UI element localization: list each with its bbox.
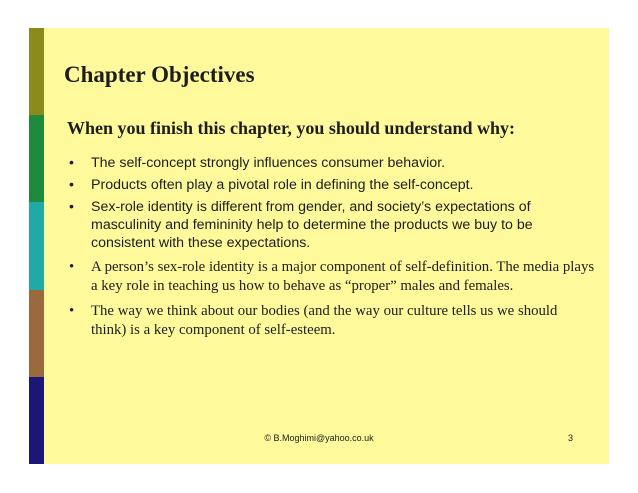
stripe-brown (29, 290, 44, 377)
list-item (67, 176, 595, 194)
list-item (67, 302, 595, 340)
footer-copyright: © B.Moghimi@yahoo.co.uk (264, 433, 374, 443)
list-item-text: The self-concept strongly influences consumer behavior. (91, 155, 446, 171)
stripe-navy (29, 377, 44, 464)
slide (29, 28, 609, 464)
list-item-text: Sex-role identity is different from gender, and society’s expectations of masculinity and femininity help to determine the products we buy to be consistent with these expectations. (91, 199, 533, 251)
slide-subtitle: When you finish this chapter, you should understand why: (67, 118, 515, 138)
stripe-olive (29, 28, 44, 115)
list-item (67, 198, 595, 252)
list-item-text: A person’s sex-role identity is a major component of self-definition. The media plays a key role in teaching us how to behave as “proper” males and females. (91, 259, 595, 294)
bullet-icon: • (69, 177, 74, 193)
stripe-green (29, 115, 44, 202)
bullet-icon: • (69, 155, 74, 171)
bullet-icon: • (69, 259, 75, 275)
color-stripe-bar (29, 28, 44, 464)
objectives-list (67, 154, 595, 344)
bullet-icon: • (69, 199, 74, 215)
stripe-teal (29, 202, 44, 289)
list-item (67, 258, 595, 296)
list-item-text: The way we think about our bodies (and the way our culture tells us we should think) is a key component of self-esteem. (91, 303, 558, 338)
list-item-text: Products often play a pivotal role in defining the self-concept. (91, 177, 474, 193)
list-item (67, 154, 595, 172)
bullet-icon: • (69, 303, 75, 319)
slide-footer (29, 433, 609, 447)
slide-title: Chapter Objectives (64, 62, 255, 87)
page-number: 3 (567, 433, 573, 443)
